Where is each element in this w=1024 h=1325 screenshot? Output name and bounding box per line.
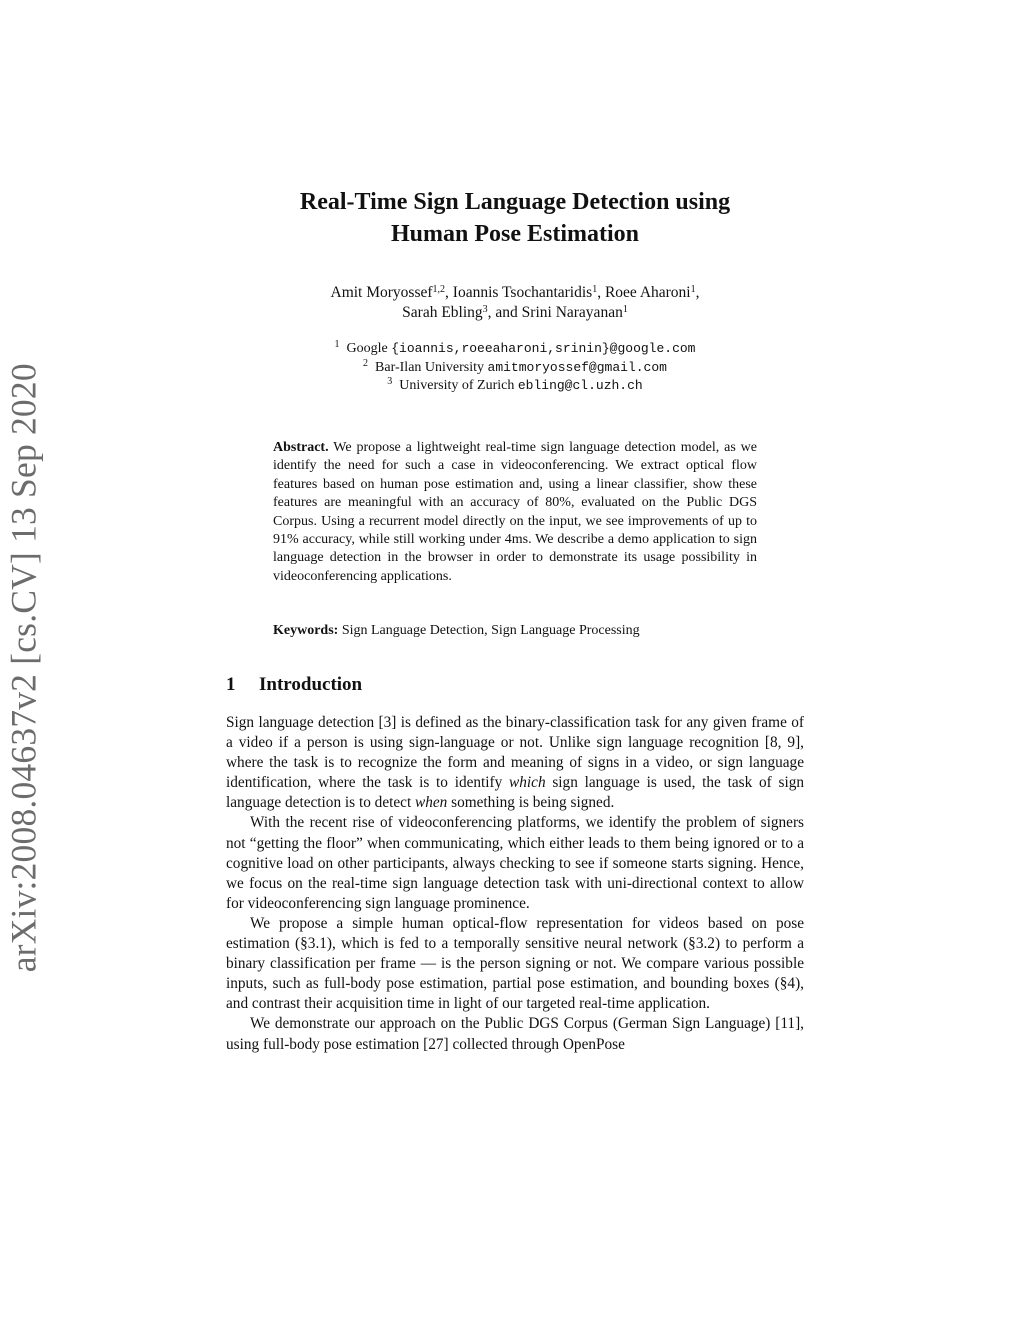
keywords-text: Sign Language Detection, Sign Language Processing <box>338 623 640 638</box>
abstract-label: Abstract. <box>273 440 329 455</box>
affiliation-list <box>200 340 830 396</box>
affiliation-name: Google <box>346 341 392 356</box>
paper-title-line-1: Real-Time Sign Language Detection using <box>299 189 731 215</box>
section-title-text: Introduction <box>259 674 363 695</box>
author-name: , Ioannis Tsochantaridis <box>445 284 593 301</box>
affiliation-mark: 1 <box>334 339 340 350</box>
paragraph-text: Sign language detection [3] is defined as the binary-classification task for any given frame of a video if a person is using sign-language or not. Unlike sign language recognition [8, 9], where the task is to recognize the form and meaning of signs in a video, or sign language identification, where the task is to identify <box>226 714 804 792</box>
affiliation-row <box>200 340 830 359</box>
author-name: , and Srini Narayanan <box>487 304 623 321</box>
keywords-label: Keywords: <box>273 623 339 638</box>
author-line-1 <box>200 283 830 303</box>
author-affiliation-mark: 1 <box>592 284 598 295</box>
affiliation-name: University of Zurich <box>399 378 518 393</box>
affiliation-row <box>200 359 830 378</box>
section-number: 1 <box>226 674 236 695</box>
affiliation-email[interactable]: {ioannis,roeeaharoni,srinin}@google.com <box>391 341 696 356</box>
section-heading <box>226 673 362 697</box>
introduction-body <box>226 713 804 1055</box>
paragraph-3: We propose a simple human optical-flow representation for videos based on pose estimation (§3.1), which is fed to a temporally sensitive neural network (§3.2) to perform a binary classification per frame — is the person signing or not. We compare various possible inputs, such as full-body pose estimation, partial pose estimation, and bounding boxes (§4), and contrast their acquisition time in light of our targeted real-time application. <box>226 914 804 1013</box>
affiliation-mark: 3 <box>387 376 393 387</box>
abstract <box>273 439 757 586</box>
affiliation-email[interactable]: ebling@cl.uzh.ch <box>517 378 643 393</box>
abstract-text: We propose a lightweight real-time sign language detection model, as we identify the need for such a case in videoconferencing. We extract optical flow features based on human pose estimation and, using a linear classifier, show these features are meaningful with an accuracy of 80%, evaluated on the Public DGS Corpus. Using a recurrent model directly on the input, we see improvements of up to 91% accuracy, while still working under 4ms. We describe a demo application to sign language detection in the browser in order to demonstrate its usage possibility in videoconferencing applications. <box>273 440 757 584</box>
author-affiliation-mark: 1 <box>622 304 628 315</box>
keywords <box>273 622 757 640</box>
author-separator: , <box>695 284 700 301</box>
author-affiliation-mark: 3 <box>482 304 488 315</box>
emphasis-text: which <box>509 774 546 792</box>
affiliation-row <box>200 377 830 396</box>
affiliation-mark: 2 <box>363 357 369 369</box>
author-name: Sarah Ebling <box>402 304 483 321</box>
emphasis-text: when <box>415 794 448 812</box>
author-affiliation-mark: 1,2 <box>432 284 446 295</box>
paper-title-line-2: Human Pose Estimation <box>390 221 639 247</box>
author-name: Amit Moryossef <box>330 284 433 301</box>
paragraph-text: something is being signed. <box>447 794 615 812</box>
author-affiliation-mark: 1 <box>690 284 696 295</box>
author-list <box>200 283 830 323</box>
paragraph-text: sign language is used, the task of sign language detection is to detect <box>226 774 804 812</box>
paper-title <box>200 186 830 250</box>
arxiv-identifier: arXiv:2008.04637v2 [cs.CV] 13 Sep 2020 <box>3 363 44 973</box>
affiliation-email[interactable]: amitmoryossef@gmail.com <box>487 359 667 375</box>
affiliation-name: Bar-Ilan University <box>375 359 488 375</box>
paragraph-2: With the recent rise of videoconferencing platforms, we identify the problem of signers not “getting the floor” when communicating, which either leads to them being ignored or to a cognitive load on other participants, always checking to see if someone starts signing. Hence, we focus on the real-time sign language detection task with uni-directional context to allow for videoconferencing sign language prominence. <box>226 814 804 912</box>
author-line-2 <box>200 303 830 323</box>
paragraph-1 <box>226 713 804 813</box>
author-name: , Roee Aharoni <box>597 284 691 301</box>
paragraph-4: We demonstrate our approach on the Public DGS Corpus (German Sign Language) [11], using full-body pose estimation [27] collected through OpenPose <box>226 1015 804 1053</box>
